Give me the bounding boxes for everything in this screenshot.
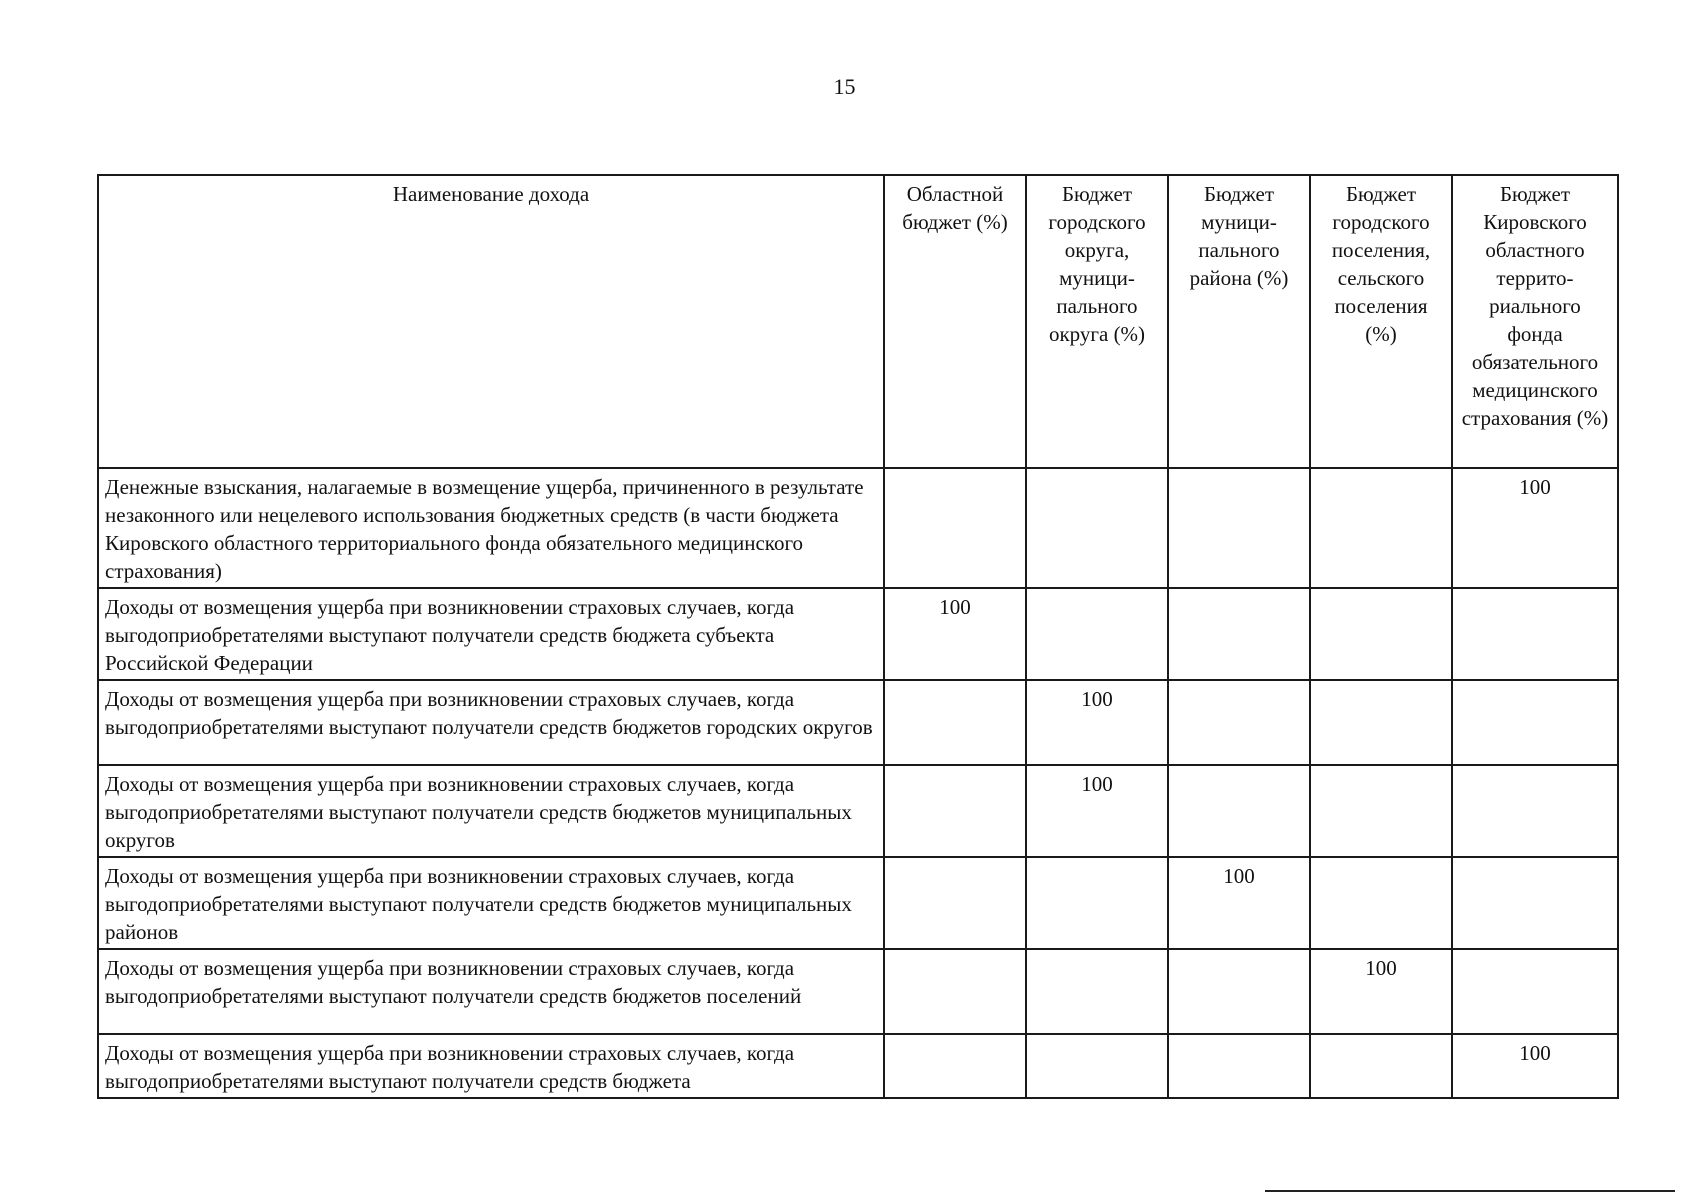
table-row [98, 468, 1618, 588]
income-name-cell: Доходы от возмещения ущерба при возникновении страховых случаев, когда выгодоприобретателями выступают получатели средств бюджетов муниципальных районов [98, 857, 884, 949]
table-row [98, 765, 1618, 857]
value-cell: 100 [1452, 468, 1618, 588]
table-row [98, 1034, 1618, 1098]
value-cell [884, 1034, 1026, 1098]
value-cell [1168, 765, 1310, 857]
value-cell [1310, 588, 1452, 680]
value-cell [1026, 949, 1168, 1034]
value-cell [1026, 588, 1168, 680]
table-row [98, 949, 1618, 1034]
table-row [98, 588, 1618, 680]
header-medical-insurance-fund-budget: Бюджет Кировского областного террито-риального фонда обязательного медицинского страхования (%) [1452, 175, 1618, 468]
footer-rule [1265, 1190, 1675, 1192]
value-cell: 100 [1026, 765, 1168, 857]
header-municipal-district-budget: Бюджет муници-пального района (%) [1168, 175, 1310, 468]
value-cell: 100 [1310, 949, 1452, 1034]
income-name-cell: Доходы от возмещения ущерба при возникновении страховых случаев, когда выгодоприобретателями выступают получатели средств бюджета [98, 1034, 884, 1098]
income-name-cell: Доходы от возмещения ущерба при возникновении страховых случаев, когда выгодоприобретателями выступают получатели средств бюджетов городских округов [98, 680, 884, 765]
value-cell [1168, 1034, 1310, 1098]
table-row [98, 857, 1618, 949]
value-cell [1168, 680, 1310, 765]
income-name-cell: Доходы от возмещения ущерба при возникновении страховых случаев, когда выгодоприобретателями выступают получатели средств бюджета субъекта Российской Федерации [98, 588, 884, 680]
value-cell [1452, 765, 1618, 857]
income-name-cell: Денежные взыскания, налагаемые в возмещение ущерба, причиненного в результате незаконного или нецелевого использования бюджетных средств (в части бюджета Кировского областного территориального фонда обязательного медицинского страхования) [98, 468, 884, 588]
value-cell [1310, 1034, 1452, 1098]
value-cell [1310, 468, 1452, 588]
value-cell [884, 680, 1026, 765]
value-cell [1168, 949, 1310, 1034]
table-row [98, 680, 1618, 765]
value-cell [1452, 949, 1618, 1034]
income-name-cell: Доходы от возмещения ущерба при возникновении страховых случаев, когда выгодоприобретателями выступают получатели средств бюджетов поселений [98, 949, 884, 1034]
value-cell [1310, 857, 1452, 949]
value-cell [1452, 588, 1618, 680]
value-cell [1452, 857, 1618, 949]
value-cell [1026, 1034, 1168, 1098]
value-cell [1026, 468, 1168, 588]
header-settlement-budget: Бюджет городского поселения, сельского поселения (%) [1310, 175, 1452, 468]
value-cell: 100 [1452, 1034, 1618, 1098]
value-cell [1310, 765, 1452, 857]
header-row [98, 175, 1618, 468]
page-number: 15 [833, 74, 856, 99]
value-cell: 100 [1026, 680, 1168, 765]
value-cell: 100 [1168, 857, 1310, 949]
value-cell [884, 468, 1026, 588]
income-name-cell: Доходы от возмещения ущерба при возникновении страховых случаев, когда выгодоприобретателями выступают получатели средств бюджетов муниципальных округов [98, 765, 884, 857]
header-city-district-budget: Бюджет городского округа, муници-пального округа (%) [1026, 175, 1168, 468]
header-regional-budget: Областной бюджет (%) [884, 175, 1026, 468]
value-cell [1026, 857, 1168, 949]
value-cell [884, 857, 1026, 949]
value-cell [1168, 468, 1310, 588]
value-cell [884, 765, 1026, 857]
value-cell [884, 949, 1026, 1034]
value-cell [1310, 680, 1452, 765]
income-distribution-table [97, 174, 1619, 1099]
value-cell: 100 [884, 588, 1026, 680]
header-income-name: Наименование дохода [98, 175, 884, 468]
value-cell [1168, 588, 1310, 680]
value-cell [1452, 680, 1618, 765]
